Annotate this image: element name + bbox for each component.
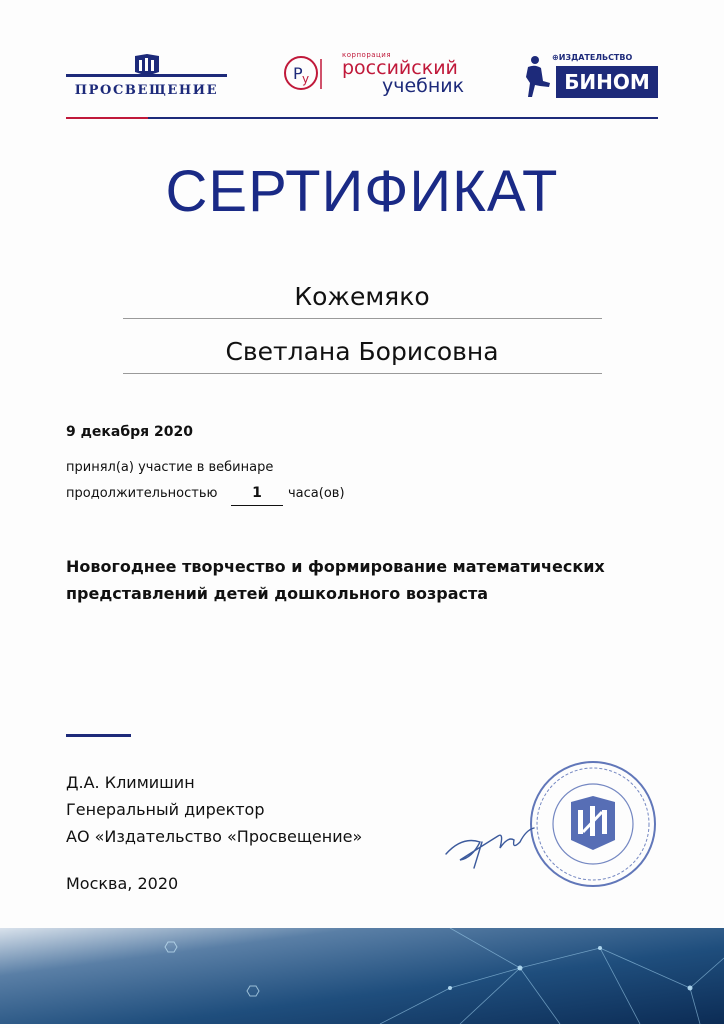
header-rule [148, 117, 658, 119]
duration-underline [231, 505, 283, 506]
duration-unit: часа(ов) [288, 486, 345, 501]
decorative-footer-band [0, 928, 724, 1024]
russian-textbook-logo-caption: корпорация [342, 51, 392, 59]
header-rule-accent [66, 117, 148, 119]
svg-text:Р: Р [293, 64, 303, 83]
russian-textbook-logo-line2: учебник [382, 75, 465, 97]
publisher-stamp [527, 758, 659, 894]
recipient-given-names: Светлана Борисовна [225, 337, 499, 366]
surname-underline [123, 318, 602, 319]
duration-hours: 1 [252, 485, 262, 501]
recipient-surname: Кожемяко [294, 282, 430, 311]
russian-textbook-logo-line1: российский [342, 57, 458, 79]
city-year: Москва, 2020 [66, 874, 179, 893]
given-names-underline [123, 373, 602, 374]
participation-text: принял(а) участие в вебинаре [66, 460, 274, 475]
signatory-name: Д.А. Климишин [66, 773, 195, 792]
webinar-title: Новогоднее творчество и формирование математических представлений детей дошкольного возраста [66, 557, 605, 603]
binom-logo: БИНОМ [556, 66, 658, 98]
russian-textbook-logo-icon [283, 55, 323, 99]
binom-logo-caption: ⊕ИЗДАТЕЛЬСТВО [552, 53, 633, 62]
duration-label: продолжительностью [66, 486, 218, 501]
signatory-position: Генеральный директор [66, 800, 265, 819]
svg-text:у: у [302, 72, 310, 86]
globe-icon: ⊕ [552, 53, 559, 62]
binom-logo-figure-icon [522, 55, 552, 103]
certificate-title: СЕРТИФИКАТ [165, 159, 559, 224]
prosveshchenie-logo-bar [66, 74, 227, 77]
webinar-date: 9 декабря 2020 [66, 424, 193, 440]
prosveshchenie-logo-text: ПРОСВЕЩЕНИЕ [74, 83, 219, 98]
signatory-company: АО «Издательство «Просвещение» [66, 827, 363, 846]
signature-rule [66, 734, 131, 737]
